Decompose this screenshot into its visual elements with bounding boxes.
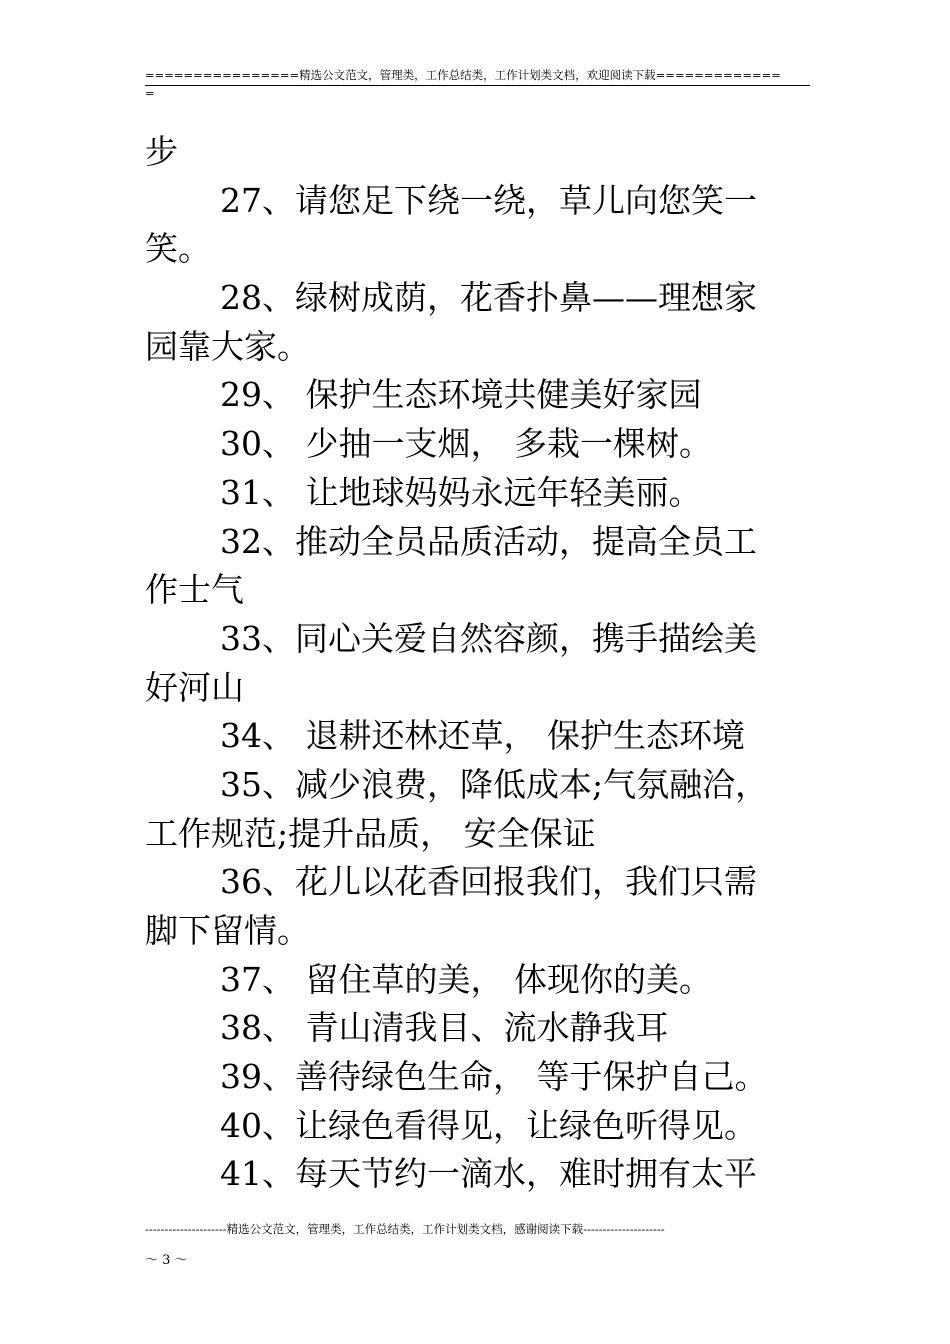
text-line: 30、 少抽一支烟， 多栽一棵树。	[220, 424, 712, 464]
text-line: 步	[145, 132, 178, 171]
text-line: 27、请您足下绕一绕，草儿向您笑一	[220, 180, 757, 220]
text-line: 37、 留住草的美， 体现你的美。	[220, 959, 712, 999]
text-line: 40、让绿色看得见，让绿色听得见。	[220, 1105, 757, 1145]
text-line: 38、 青山清我目、流水静我耳	[220, 1008, 669, 1048]
page-header	[145, 68, 810, 101]
text-line: 园靠大家。	[145, 326, 310, 366]
page-number: ～ 3 ～	[145, 1253, 188, 1268]
text-line: 33、同心关爱自然容颜，携手描绘美	[220, 618, 757, 658]
text-line: 好河山	[145, 667, 244, 707]
text-line: 作士气	[145, 570, 244, 610]
text-line: 39、善待绿色生命， 等于保护自己。	[220, 1057, 768, 1097]
document-body	[145, 128, 807, 1199]
text-line: 工作规范;提升品质， 安全保证	[145, 813, 596, 853]
header-banner-tail: =	[145, 86, 155, 100]
page-footer: ---------------------精选公文范文，管理类，工作总结类，工作计划类文档，感谢阅读下载---------------------	[145, 1222, 665, 1236]
text-line: 35、减少浪费，降低成本;气氛融洽，	[220, 764, 769, 804]
text-line: 36、花儿以花香回报我们，我们只需	[220, 862, 757, 902]
text-line: 31、 让地球妈妈永远年轻美丽。	[220, 472, 702, 512]
text-line: 笑。	[145, 229, 211, 269]
header-banner: ================精选公文范文，管理类，工作总结类，工作计划类文档，欢迎阅读下载=============	[145, 68, 810, 86]
text-line: 41、每天节约一滴水，难时拥有太平	[220, 1154, 757, 1194]
text-line: 29、 保护生态环境共健美好家园	[220, 375, 702, 415]
text-line: 32、推动全员品质活动，提高全员工	[220, 521, 757, 561]
text-line: 34、 退耕还林还草， 保护生态环境	[220, 716, 745, 756]
text-line: 脚下留情。	[145, 911, 310, 950]
text-line: 28、绿树成荫，花香扑鼻——理想家	[220, 278, 757, 318]
